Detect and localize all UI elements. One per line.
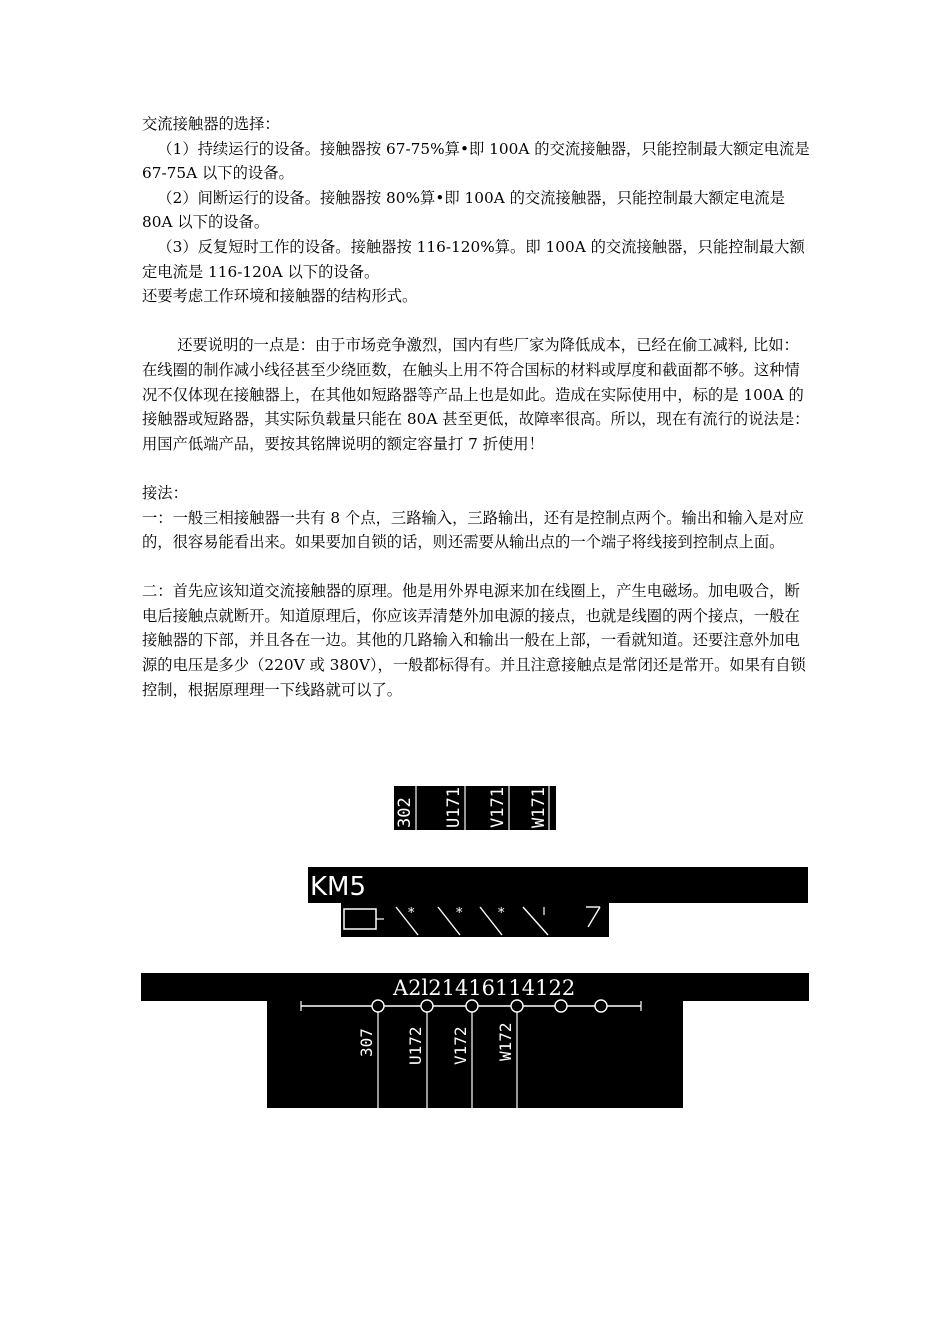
wire-label-302: 302 xyxy=(395,797,415,828)
spacer xyxy=(142,555,814,580)
spacer xyxy=(142,456,814,481)
terminal-1 xyxy=(372,1000,384,1012)
wire-label-v172: V172 xyxy=(451,1026,470,1065)
svg-text:*: * xyxy=(408,906,415,921)
terminal-6 xyxy=(595,1000,607,1012)
svg-text:*: * xyxy=(498,906,505,921)
terminal-2 xyxy=(421,1000,433,1012)
paragraph-short-duty-operation: （3）反复短时工作的设备。接触器按 116-120%算。即 100A 的交流接触器，只能控制最大额定电流是 116-120A 以下的设备。 xyxy=(142,237,805,281)
spacer xyxy=(142,309,814,334)
terminal-header: A2l21416114122 xyxy=(393,976,576,1000)
wire-label-w171: W171 xyxy=(529,787,549,828)
document-body xyxy=(142,112,814,702)
wire-label-u171: U171 xyxy=(444,787,464,828)
heading-wiring-method: 接法： xyxy=(142,483,188,502)
terminal-5 xyxy=(555,1000,567,1012)
paragraph-wiring-one: 一：一般三相接触器一共有 8 个点，三路输入，三路输出，还有是控制点两个。输出和输入是对应的，很容易能看出来。如果要加自锁的话，则还需要从输出点的一个端子将线接到控制点上面。 xyxy=(142,508,804,552)
svg-text:*: * xyxy=(456,906,463,921)
terminal-4 xyxy=(511,1000,523,1012)
contactor-label: KM5 xyxy=(310,872,367,902)
wire-label-w172: W172 xyxy=(496,1022,515,1061)
wire-label-u172: U172 xyxy=(406,1026,425,1065)
paragraph-intermittent-operation: （2）间断运行的设备。接触器按 80%算•即 100A 的交流接触器，只能控制最大额定电流是 80A 以下的设备。 xyxy=(142,188,785,232)
contactor-km5-diagram xyxy=(308,867,808,937)
paragraph-continuous-operation: （1）持续运行的设备。接触器按 67-75%算•即 100A 的交流接触器，只能控制最大额定电流是 67-75A 以下的设备。 xyxy=(142,139,810,183)
wire-label-v171: V171 xyxy=(488,787,508,828)
heading-contactor-selection: 交流接触器的选择： xyxy=(142,115,280,133)
paragraph-wiring-two: 二：首先应该知道交流接触器的原理。他是用外界电源来加在线圈上，产生电磁场。加电吸合，断电后接触点就断开。知道原理后，你应该弄清楚外加电源的接点，也就是线圈的两个接点，一般在接触器的下部，并且各在一边。其他的几路输入和输出一般在上部，一看就知道。还要注意外加电源的电压是多少（220V 或 380V），一般都标得有。并且注意接触点是常闭还是常开。如果有自锁控制，根据原理理一下线路就可以了。 xyxy=(142,582,806,699)
wire-label-strip xyxy=(394,786,556,830)
terminal-3 xyxy=(466,1000,478,1012)
paragraph-quality-warning: 还要说明的一点是：由于市场竞争激烈，国内有些厂家为降低成本，已经在偷工减料, 比如：在线圈的制作减小线径甚至少绕匝数，在触头上用不符合国标的材料或厚度和截面都不够。这种情况不仅体现在接触器上，在其他如短路器等产品上也是如此。造成在实际使用中，标的是 100A 的接触器或短路器，其实际负载量只能在 80A 甚至更低，故障率很高。所以，现在有流行的说法是：用国产低端产品，要按其铭牌说明的额定容量打 7 折使用！ xyxy=(142,336,810,453)
paragraph-environment-note: 还要考虑工作环境和接触器的结构形式。 xyxy=(142,287,418,306)
wire-label-307: 307 xyxy=(357,1028,376,1057)
terminal-block-diagram xyxy=(141,973,809,1108)
